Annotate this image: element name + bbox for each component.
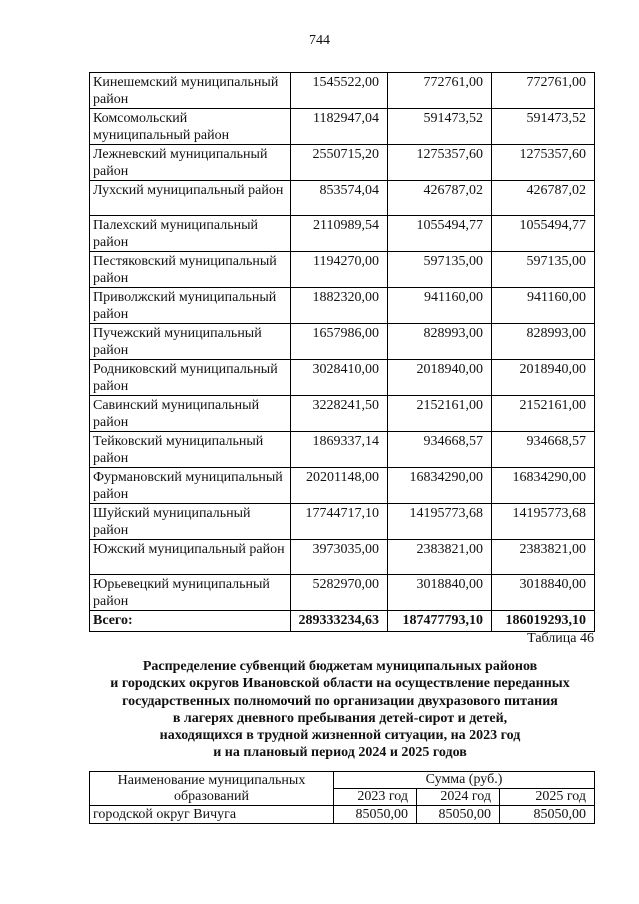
amount-cell: 3018840,00 (492, 575, 595, 611)
row-name-cell: городской округ Вичуга (90, 806, 334, 824)
amount-cell: 17744717,10 (291, 504, 388, 540)
page-number: 744 (309, 33, 330, 48)
amount-cell: 772761,00 (492, 73, 595, 109)
row-value-cell: 85050,00 (334, 806, 417, 824)
amount-cell: 5282970,00 (291, 575, 388, 611)
amount-cell: 2018940,00 (492, 360, 595, 396)
amount-cell: 3973035,00 (291, 540, 388, 575)
district-name-cell: Родниковский муниципальный район (90, 360, 291, 396)
amount-cell: 2110989,54 (291, 216, 388, 252)
table-row (90, 109, 595, 145)
amount-cell: 16834290,00 (492, 468, 595, 504)
amount-cell: 2383821,00 (492, 540, 595, 575)
title-line: и городских округов Ивановской области на осуществление переданных (110, 676, 570, 692)
amount-cell: 2152161,00 (492, 396, 595, 432)
table-row (90, 432, 595, 468)
district-name-cell: Тейковский муниципальный район (90, 432, 291, 468)
amount-cell: 2383821,00 (388, 540, 492, 575)
amount-cell: 1275357,60 (492, 145, 595, 181)
district-name-cell: Фурмановский муниципальный район (90, 468, 291, 504)
amount-cell: 828993,00 (388, 324, 492, 360)
amount-cell: 828993,00 (492, 324, 595, 360)
amount-cell: 20201148,00 (291, 468, 388, 504)
table-row (90, 504, 595, 540)
amount-cell: 934668,57 (492, 432, 595, 468)
district-name-cell: Пучежский муниципальный район (90, 324, 291, 360)
table-row (90, 216, 595, 252)
amount-cell: 934668,57 (388, 432, 492, 468)
amount-cell: 426787,02 (492, 181, 595, 216)
amount-cell: 2152161,00 (388, 396, 492, 432)
amount-cell: 426787,02 (388, 181, 492, 216)
amount-cell: 597135,00 (388, 252, 492, 288)
amount-cell: 1055494,77 (388, 216, 492, 252)
amount-cell: 1182947,04 (291, 109, 388, 145)
district-name-cell: Лежневский муниципальный район (90, 145, 291, 181)
table-row (90, 396, 595, 432)
district-name-cell: Южский муниципальный район (90, 540, 291, 575)
total-amount-cell: 186019293,10 (492, 611, 595, 632)
row-value-cell: 85050,00 (417, 806, 500, 824)
header-name-cell: Наименование муниципальных образований (90, 772, 334, 806)
table-row (90, 540, 595, 575)
total-amount-cell: 289333234,63 (291, 611, 388, 632)
district-name-cell: Палехский муниципальный район (90, 216, 291, 252)
amount-cell: 1194270,00 (291, 252, 388, 288)
table-row (90, 181, 595, 216)
district-name-cell: Приволжский муниципальный район (90, 288, 291, 324)
district-name-cell: Шуйский муниципальный район (90, 504, 291, 540)
amount-cell: 772761,00 (388, 73, 492, 109)
amount-cell: 1869337,14 (291, 432, 388, 468)
amount-cell: 941160,00 (492, 288, 595, 324)
amount-cell: 3028410,00 (291, 360, 388, 396)
table-46 (89, 771, 595, 824)
district-name-cell: Лухский муниципальный район (90, 181, 291, 216)
title-line: Распределение субвенций бюджетам муниципальных районов (142, 659, 538, 674)
table-row (90, 806, 595, 824)
amount-cell: 1275357,60 (388, 145, 492, 181)
district-name-cell: Савинский муниципальный район (90, 396, 291, 432)
table-title (80, 658, 600, 762)
table-row (90, 575, 595, 611)
amount-cell: 1055494,77 (492, 216, 595, 252)
district-name-cell: Комсомольский муниципальный район (90, 109, 291, 145)
table-row (90, 468, 595, 504)
amount-cell: 14195773,68 (388, 504, 492, 540)
district-name-cell: Пестяковский муниципальный район (90, 252, 291, 288)
amount-cell: 591473,52 (388, 109, 492, 145)
amount-cell: 853574,04 (291, 181, 388, 216)
title-line: находящихся в трудной жизненной ситуации, на 2023 год (159, 728, 521, 744)
total-row (90, 611, 595, 632)
table-row (90, 360, 595, 396)
table-row (90, 252, 595, 288)
header-year-cell: 2023 год (334, 789, 417, 806)
district-name-cell: Юрьевецкий муниципальный район (90, 575, 291, 611)
subventions-table-continued (89, 72, 595, 632)
amount-cell: 3228241,50 (291, 396, 388, 432)
table-row (90, 324, 595, 360)
district-name-cell: Кинешемский муниципальный район (90, 73, 291, 109)
header-sum-cell: Сумма (руб.) (334, 772, 595, 789)
amount-cell: 16834290,00 (388, 468, 492, 504)
amount-cell: 1545522,00 (291, 73, 388, 109)
amount-cell: 1657986,00 (291, 324, 388, 360)
amount-cell: 3018840,00 (388, 575, 492, 611)
amount-cell: 597135,00 (492, 252, 595, 288)
header-year-cell: 2025 год (500, 789, 595, 806)
row-value-cell: 85050,00 (500, 806, 595, 824)
title-line: в лагерях дневного пребывания детей-сирот и детей, (172, 710, 508, 726)
amount-cell: 941160,00 (388, 288, 492, 324)
header-year-cell: 2024 год (417, 789, 500, 806)
amount-cell: 2550715,20 (291, 145, 388, 181)
amount-cell: 14195773,68 (492, 504, 595, 540)
amount-cell: 1882320,00 (291, 288, 388, 324)
table-caption: Таблица 46 (527, 631, 594, 646)
table-row (90, 73, 595, 109)
total-amount-cell: 187477793,10 (388, 611, 492, 632)
table-row (90, 288, 595, 324)
title-line: и на плановый период 2024 и 2025 годов (213, 745, 467, 761)
header-row (90, 772, 595, 789)
total-label-cell: Всего: (90, 611, 291, 632)
amount-cell: 2018940,00 (388, 360, 492, 396)
title-line: государственных полномочий по организации двухразового питания (122, 693, 558, 709)
table-row (90, 145, 595, 181)
amount-cell: 591473,52 (492, 109, 595, 145)
